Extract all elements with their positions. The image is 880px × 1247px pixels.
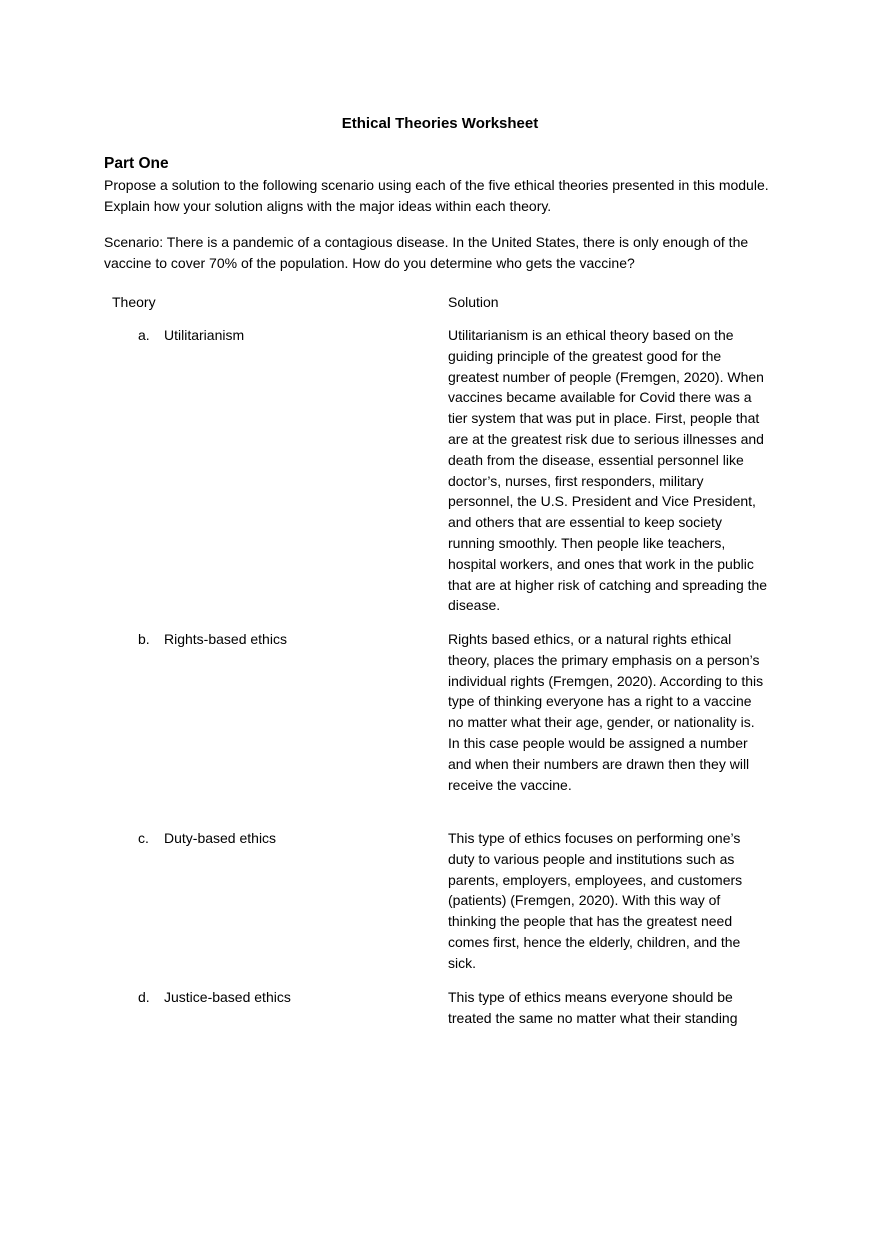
part-heading: Part One xyxy=(104,155,169,172)
solution-text: This type of ethics focuses on performing one’s duty to various people and institutions such as parents, employers, employees, and customers (patients) (Fremgen, 2020). With this way of thinking the people that has the greatest need comes first, hence the elderly, children, and the sick. xyxy=(448,830,743,971)
theory-name: Utilitarianism xyxy=(164,327,245,343)
row-marker: b. xyxy=(138,631,150,647)
theory-name: Duty-based ethics xyxy=(164,830,277,846)
row-marker: c. xyxy=(138,830,149,846)
solution-text: This type of ethics means everyone should be treated the same no matter what their standing xyxy=(448,989,738,1026)
intro-paragraph: Propose a solution to the following scenario using each of the five ethical theories presented in this module. Explain how your solution aligns with the major ideas within each theory. xyxy=(104,177,769,214)
row-marker: d. xyxy=(138,989,150,1005)
theory-name: Rights-based ethics xyxy=(164,631,287,647)
theory-name: Justice-based ethics xyxy=(164,989,291,1005)
solution-text: Utilitarianism is an ethical theory based on the guiding principle of the greatest good for the greatest number of people (Fremgen, 2020). When vaccines became available for Covid there was a tier system that was put in place. First, people that are at the greatest risk due to serious illnesses and death from the disease, essential personnel like doctor’s, nurses, first responders, military personnel, the U.S. President and Vice President, and others that are essential to keep society running smoothly. Then people like teachers, hospital workers, and ones that work in the public that are at higher risk of catching and spreading the disease. xyxy=(448,327,768,614)
solution-column-header: Solution xyxy=(448,294,499,310)
scenario-paragraph: Scenario: There is a pandemic of a contagious disease. In the United States, there is only enough of the vaccine to cover 70% of the population. How do you determine who gets the vaccine? xyxy=(104,234,749,271)
theory-column-header: Theory xyxy=(112,294,156,310)
row-marker: a. xyxy=(138,327,150,343)
solution-text: Rights based ethics, or a natural rights ethical theory, places the primary emphasis on a person’s individual rights (Fremgen, 2020). According to this type of thinking everyone has a right to a vaccine no matter what their age, gender, or nationality is. In this case people would be assigned a number and when their numbers are drawn then they will receive the vaccine. xyxy=(448,631,764,793)
document-title: Ethical Theories Worksheet xyxy=(341,115,539,132)
